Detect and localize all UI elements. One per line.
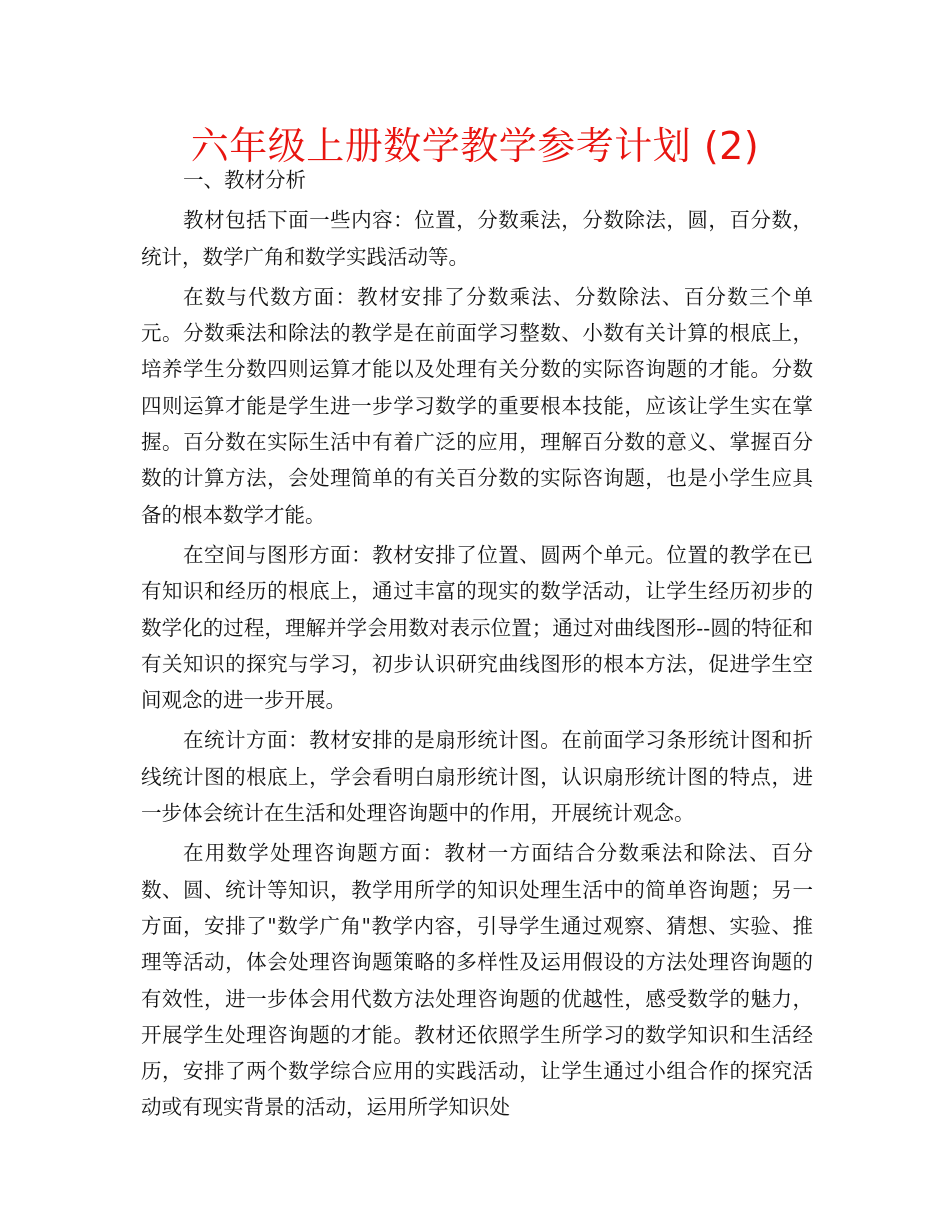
paragraph-statistics: 在统计方面：教材安排的是扇形统计图。在前面学习条形统计图和折线统计图的根底上，学会看明白扇形统计图，认识扇形统计图的特点，进一步体会统计在生活和处理咨询题中的作用，开展统计观念。 [141,728,813,826]
document-body [141,162,813,1126]
document-title: 六年级上册数学教学参考计划 (2) [190,124,760,168]
paragraph-contents: 教材包括下面一些内容：位置，分数乘法，分数除法，圆，百分数，统计，数学广角和数学实践活动等。 [141,208,813,269]
paragraph-problem-solving: 在用数学处理咨询题方面：教材一方面结合分数乘法和除法、百分数、圆、统计等知识，教学用所学的知识处理生活中的简单咨询题；另一方面，安排了"数学广角"教学内容，引导学生通过观察、猜想、实验、推理等活动，体会处理咨询题策略的多样性及运用假设的方法处理咨询题的有效性，进一步体会用代数方法处理咨询题的优越性，感受数学的魅力，开展学生处理咨询题的才能。教材还依照学生所学习的数学知识和生活经历，安排了两个数学综合应用的实践活动，让学生通过小组合作的探究活动或有现实背景的活动，运用所学知识处 [141,841,813,1120]
section-heading: 一、教材分析 [183,168,306,192]
paragraph-number-algebra: 在数与代数方面：教材安排了分数乘法、分数除法、百分数三个单元。分数乘法和除法的教学是在前面学习整数、小数有关计算的根底上，培养学生分数四则运算才能以及处理有关分数的实际咨询题的才能。分数四则运算才能是学生进一步学习数学的重要根本技能，应该让学生实在掌握。百分数在实际生活中有着广泛的应用，理解百分数的意义、掌握百分数的计算方法，会处理简单的有关百分数的实际咨询题，也是小学生应具备的根本数学才能。 [141,284,813,527]
paragraph-space-geometry: 在空间与图形方面：教材安排了位置、圆两个单元。位置的教学在已有知识和经历的根底上，通过丰富的现实的数学活动，让学生经历初步的数学化的过程，理解并学会用数对表示位置；通过对曲线图形--圆的特征和有关知识的探究与学习，初步认识研究曲线图形的根本方法，促进学生空间观念的进一步开展。 [141,542,813,713]
